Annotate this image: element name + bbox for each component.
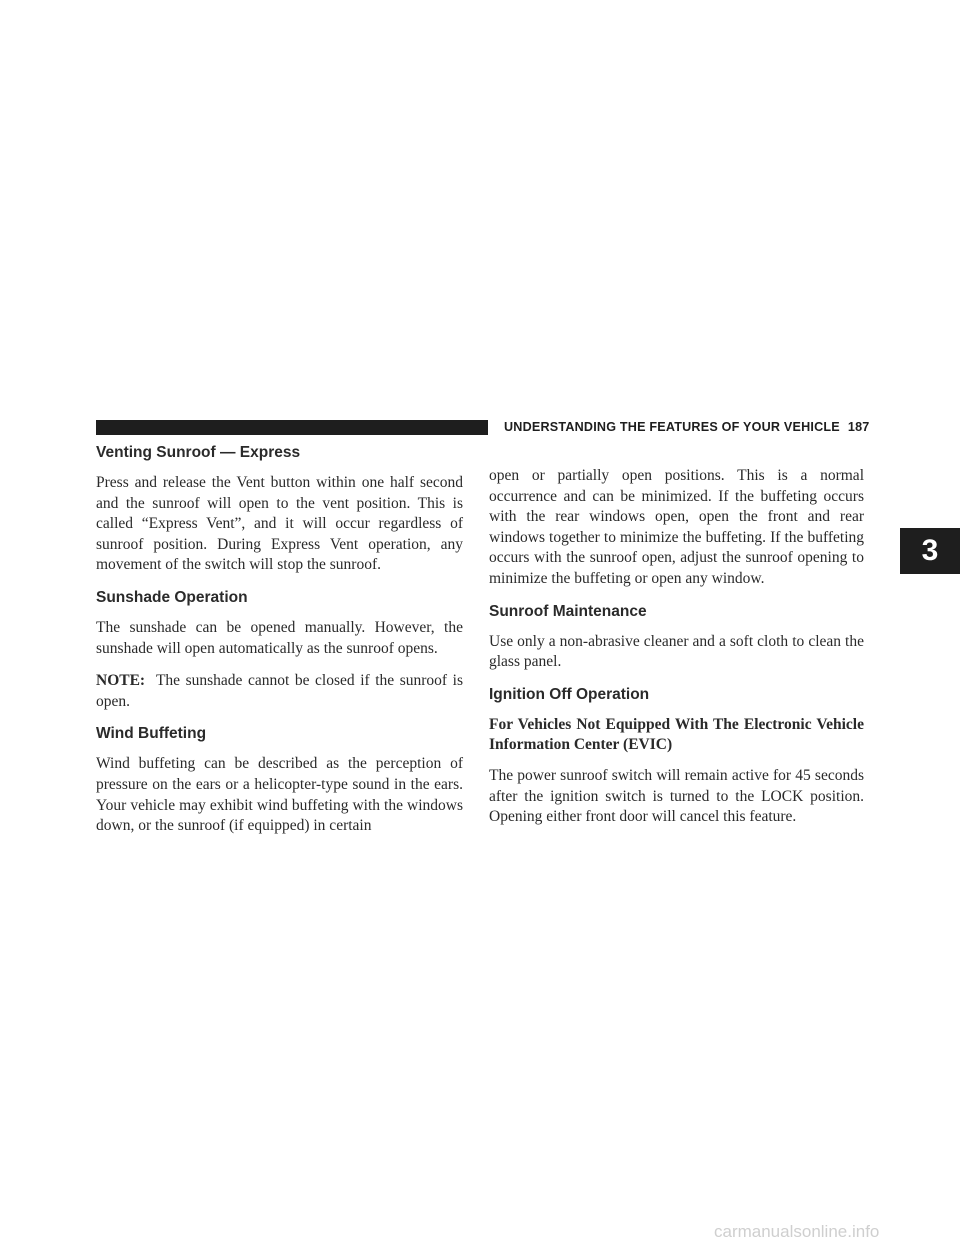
maintenance-heading: Sunroof Maintenance xyxy=(489,602,647,620)
chapter-tab: 3 xyxy=(900,528,960,574)
ignition-heading: Ignition Off Operation xyxy=(489,685,650,703)
wind-continued-paragraph: open or partially open positions. This is a normal occurrence and can be minimized. If the buffeting occurs with the rear windows open, open the front and rear windows together to minimize the buffeting. If the buffeting occurs with the sunroof open, adjust the sunroof opening to minimize the buffeting or open any window. xyxy=(489,467,864,587)
note-text: The sunshade cannot be closed if the sunroof is open. xyxy=(96,672,463,710)
watermark: carmanualsonline.info xyxy=(714,1222,880,1241)
section-title: UNDERSTANDING THE FEATURES OF YOUR VEHICLE xyxy=(504,420,840,434)
right-column xyxy=(489,466,864,828)
sunshade-heading: Sunshade Operation xyxy=(96,588,248,606)
maintenance-paragraph: Use only a non-abrasive cleaner and a soft cloth to clean the glass panel. xyxy=(489,632,864,671)
running-header xyxy=(504,419,870,435)
ignition-subheading: For Vehicles Not Equipped With The Electronic Vehicle Information Center (EVIC) xyxy=(489,715,864,754)
header-rule xyxy=(96,420,488,435)
ignition-paragraph: The power sunroof switch will remain active for 45 seconds after the ignition switch is turned to the LOCK position. Opening either front door will cancel this feature. xyxy=(489,766,864,826)
note-label: NOTE: xyxy=(96,672,146,690)
sunshade-paragraph: The sunshade can be opened manually. However, the sunshade will open automatically as the sunroof opens. xyxy=(96,618,463,657)
venting-heading: Venting Sunroof — Express xyxy=(96,444,301,461)
venting-paragraph: Press and release the Vent button within one half second and the sunroof will open to the vent position. This is called “Express Vent”, and it will occur regardless of sunroof position. During Express Vent operation, any movement of the switch will stop the sunroof. xyxy=(96,474,463,574)
wind-heading: Wind Buffeting xyxy=(96,725,207,743)
page-number: 187 xyxy=(847,420,870,434)
note-paragraph xyxy=(96,671,463,712)
wind-paragraph: Wind buffeting can be described as the perception of pressure on the ears or a helicopter-type sound in the ears. Your vehicle may exhibit wind buffeting with the windows down, or the sunroof (if equipped) in certain xyxy=(96,755,463,835)
left-column xyxy=(96,443,463,837)
